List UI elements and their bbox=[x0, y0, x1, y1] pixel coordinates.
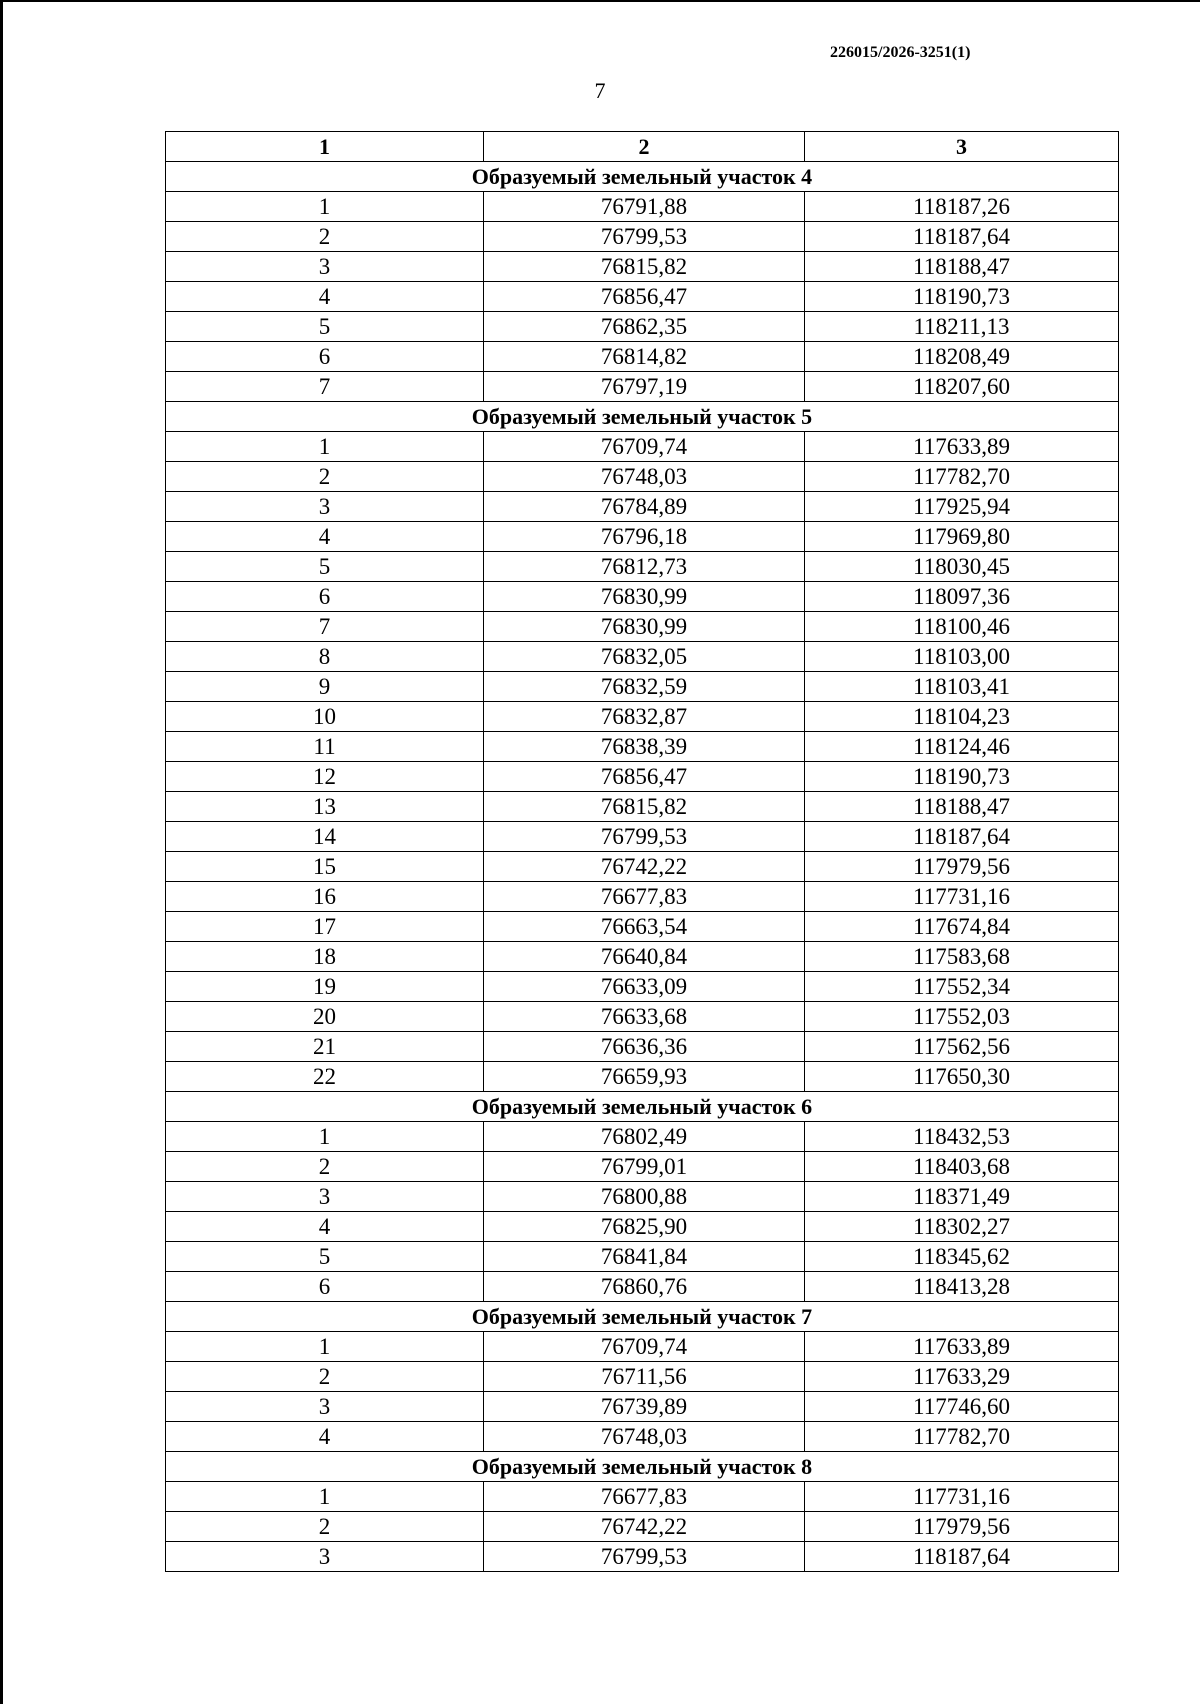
table-row bbox=[166, 672, 1119, 702]
y-coordinate-cell: 118208,49 bbox=[805, 342, 1119, 372]
table-row bbox=[166, 1182, 1119, 1212]
x-coordinate-cell: 76663,54 bbox=[484, 912, 805, 942]
x-coordinate-cell: 76862,35 bbox=[484, 312, 805, 342]
table-row bbox=[166, 432, 1119, 462]
page-number: 7 bbox=[594, 78, 606, 103]
point-number-cell: 12 bbox=[166, 762, 484, 792]
table-header-row bbox=[166, 132, 1119, 162]
point-number-cell: 20 bbox=[166, 1002, 484, 1032]
section-title-row bbox=[166, 1302, 1119, 1332]
document-number: 226015/2026-3251(1) bbox=[830, 44, 971, 61]
x-coordinate-cell: 76633,68 bbox=[484, 1002, 805, 1032]
x-coordinate-cell: 76832,59 bbox=[484, 672, 805, 702]
point-number-cell: 7 bbox=[166, 612, 484, 642]
table-row bbox=[166, 312, 1119, 342]
x-coordinate-cell: 76799,01 bbox=[484, 1152, 805, 1182]
table-row bbox=[166, 1542, 1119, 1572]
y-coordinate-cell: 118103,41 bbox=[805, 672, 1119, 702]
x-coordinate-cell: 76856,47 bbox=[484, 282, 805, 312]
x-coordinate-cell: 76800,88 bbox=[484, 1182, 805, 1212]
x-coordinate-cell: 76677,83 bbox=[484, 882, 805, 912]
table-row bbox=[166, 1242, 1119, 1272]
y-coordinate-cell: 117552,34 bbox=[805, 972, 1119, 1002]
point-number-cell: 7 bbox=[166, 372, 484, 402]
point-number-cell: 6 bbox=[166, 582, 484, 612]
table-row bbox=[166, 552, 1119, 582]
point-number-cell: 21 bbox=[166, 1032, 484, 1062]
section-title: Образуемый земельный участок 4 bbox=[166, 162, 1119, 192]
point-number-cell: 6 bbox=[166, 342, 484, 372]
section-title: Образуемый земельный участок 8 bbox=[166, 1452, 1119, 1482]
section-title: Образуемый земельный участок 5 bbox=[166, 402, 1119, 432]
section-title: Образуемый земельный участок 6 bbox=[166, 1092, 1119, 1122]
point-number-cell: 4 bbox=[166, 282, 484, 312]
x-coordinate-cell: 76860,76 bbox=[484, 1272, 805, 1302]
point-number-cell: 3 bbox=[166, 492, 484, 522]
y-coordinate-cell: 118100,46 bbox=[805, 612, 1119, 642]
table-row bbox=[166, 1482, 1119, 1512]
table-row bbox=[166, 1002, 1119, 1032]
table-row bbox=[166, 462, 1119, 492]
table-row bbox=[166, 282, 1119, 312]
point-number-cell: 19 bbox=[166, 972, 484, 1002]
table-row bbox=[166, 1332, 1119, 1362]
y-coordinate-cell: 117979,56 bbox=[805, 852, 1119, 882]
y-coordinate-cell: 118124,46 bbox=[805, 732, 1119, 762]
section-title-row bbox=[166, 162, 1119, 192]
y-coordinate-cell: 118188,47 bbox=[805, 792, 1119, 822]
x-coordinate-cell: 76832,05 bbox=[484, 642, 805, 672]
x-coordinate-cell: 76832,87 bbox=[484, 702, 805, 732]
table-row bbox=[166, 882, 1119, 912]
y-coordinate-cell: 117746,60 bbox=[805, 1392, 1119, 1422]
table-row bbox=[166, 612, 1119, 642]
table-row bbox=[166, 1272, 1119, 1302]
x-coordinate-cell: 76796,18 bbox=[484, 522, 805, 552]
x-coordinate-cell: 76856,47 bbox=[484, 762, 805, 792]
x-coordinate-cell: 76815,82 bbox=[484, 792, 805, 822]
table-row bbox=[166, 912, 1119, 942]
table-row bbox=[166, 732, 1119, 762]
table-row bbox=[166, 822, 1119, 852]
point-number-cell: 11 bbox=[166, 732, 484, 762]
x-coordinate-cell: 76797,19 bbox=[484, 372, 805, 402]
point-number-cell: 5 bbox=[166, 552, 484, 582]
y-coordinate-cell: 117562,56 bbox=[805, 1032, 1119, 1062]
point-number-cell: 1 bbox=[166, 1482, 484, 1512]
section-title: Образуемый земельный участок 7 bbox=[166, 1302, 1119, 1332]
y-coordinate-cell: 117969,80 bbox=[805, 522, 1119, 552]
y-coordinate-cell: 118104,23 bbox=[805, 702, 1119, 732]
point-number-cell: 18 bbox=[166, 942, 484, 972]
point-number-cell: 17 bbox=[166, 912, 484, 942]
y-coordinate-cell: 118188,47 bbox=[805, 252, 1119, 282]
y-coordinate-cell: 118187,64 bbox=[805, 222, 1119, 252]
point-number-cell: 4 bbox=[166, 1422, 484, 1452]
table-row bbox=[166, 372, 1119, 402]
point-number-cell: 5 bbox=[166, 312, 484, 342]
point-number-cell: 1 bbox=[166, 1122, 484, 1152]
point-number-cell: 6 bbox=[166, 1272, 484, 1302]
section-title-row bbox=[166, 1092, 1119, 1122]
x-coordinate-cell: 76711,56 bbox=[484, 1362, 805, 1392]
point-number-cell: 2 bbox=[166, 222, 484, 252]
y-coordinate-cell: 118207,60 bbox=[805, 372, 1119, 402]
point-number-cell: 2 bbox=[166, 462, 484, 492]
y-coordinate-cell: 118030,45 bbox=[805, 552, 1119, 582]
x-coordinate-cell: 76742,22 bbox=[484, 852, 805, 882]
x-coordinate-cell: 76802,49 bbox=[484, 1122, 805, 1152]
table-row bbox=[166, 222, 1119, 252]
y-coordinate-cell: 118413,28 bbox=[805, 1272, 1119, 1302]
point-number-cell: 2 bbox=[166, 1512, 484, 1542]
x-coordinate-cell: 76739,89 bbox=[484, 1392, 805, 1422]
column-header-3: 3 bbox=[805, 132, 1119, 162]
y-coordinate-cell: 117731,16 bbox=[805, 1482, 1119, 1512]
point-number-cell: 15 bbox=[166, 852, 484, 882]
x-coordinate-cell: 76830,99 bbox=[484, 612, 805, 642]
y-coordinate-cell: 117731,16 bbox=[805, 882, 1119, 912]
table-row bbox=[166, 792, 1119, 822]
point-number-cell: 16 bbox=[166, 882, 484, 912]
table-row bbox=[166, 522, 1119, 552]
y-coordinate-cell: 117925,94 bbox=[805, 492, 1119, 522]
point-number-cell: 3 bbox=[166, 252, 484, 282]
table-row bbox=[166, 582, 1119, 612]
table-row bbox=[166, 1512, 1119, 1542]
table-row bbox=[166, 1362, 1119, 1392]
x-coordinate-cell: 76815,82 bbox=[484, 252, 805, 282]
point-number-cell: 2 bbox=[166, 1362, 484, 1392]
point-number-cell: 4 bbox=[166, 1212, 484, 1242]
y-coordinate-cell: 118103,00 bbox=[805, 642, 1119, 672]
table-row bbox=[166, 1422, 1119, 1452]
scan-edge-left bbox=[0, 0, 3, 1704]
y-coordinate-cell: 118403,68 bbox=[805, 1152, 1119, 1182]
y-coordinate-cell: 117633,89 bbox=[805, 432, 1119, 462]
y-coordinate-cell: 118187,64 bbox=[805, 822, 1119, 852]
x-coordinate-cell: 76799,53 bbox=[484, 222, 805, 252]
table-row bbox=[166, 1392, 1119, 1422]
y-coordinate-cell: 118190,73 bbox=[805, 762, 1119, 792]
table-row bbox=[166, 492, 1119, 522]
point-number-cell: 8 bbox=[166, 642, 484, 672]
x-coordinate-cell: 76633,09 bbox=[484, 972, 805, 1002]
section-title-row bbox=[166, 402, 1119, 432]
y-coordinate-cell: 118211,13 bbox=[805, 312, 1119, 342]
y-coordinate-cell: 117633,89 bbox=[805, 1332, 1119, 1362]
x-coordinate-cell: 76812,73 bbox=[484, 552, 805, 582]
table-row bbox=[166, 642, 1119, 672]
y-coordinate-cell: 118345,62 bbox=[805, 1242, 1119, 1272]
table-row bbox=[166, 252, 1119, 282]
point-number-cell: 1 bbox=[166, 432, 484, 462]
point-number-cell: 3 bbox=[166, 1542, 484, 1572]
y-coordinate-cell: 117674,84 bbox=[805, 912, 1119, 942]
table-row bbox=[166, 1212, 1119, 1242]
x-coordinate-cell: 76709,74 bbox=[484, 1332, 805, 1362]
y-coordinate-cell: 118190,73 bbox=[805, 282, 1119, 312]
x-coordinate-cell: 76677,83 bbox=[484, 1482, 805, 1512]
y-coordinate-cell: 117782,70 bbox=[805, 462, 1119, 492]
x-coordinate-cell: 76784,89 bbox=[484, 492, 805, 522]
x-coordinate-cell: 76640,84 bbox=[484, 942, 805, 972]
x-coordinate-cell: 76799,53 bbox=[484, 822, 805, 852]
table-row bbox=[166, 1062, 1119, 1092]
table-row bbox=[166, 762, 1119, 792]
table-row bbox=[166, 702, 1119, 732]
x-coordinate-cell: 76814,82 bbox=[484, 342, 805, 372]
x-coordinate-cell: 76791,88 bbox=[484, 192, 805, 222]
point-number-cell: 3 bbox=[166, 1182, 484, 1212]
table-row bbox=[166, 852, 1119, 882]
table-row bbox=[166, 1152, 1119, 1182]
x-coordinate-cell: 76799,53 bbox=[484, 1542, 805, 1572]
table-row bbox=[166, 192, 1119, 222]
table-row bbox=[166, 1122, 1119, 1152]
y-coordinate-cell: 117979,56 bbox=[805, 1512, 1119, 1542]
y-coordinate-cell: 118187,64 bbox=[805, 1542, 1119, 1572]
table-row bbox=[166, 342, 1119, 372]
x-coordinate-cell: 76830,99 bbox=[484, 582, 805, 612]
y-coordinate-cell: 117633,29 bbox=[805, 1362, 1119, 1392]
x-coordinate-cell: 76659,93 bbox=[484, 1062, 805, 1092]
point-number-cell: 10 bbox=[166, 702, 484, 732]
point-number-cell: 14 bbox=[166, 822, 484, 852]
x-coordinate-cell: 76825,90 bbox=[484, 1212, 805, 1242]
y-coordinate-cell: 118187,26 bbox=[805, 192, 1119, 222]
x-coordinate-cell: 76838,39 bbox=[484, 732, 805, 762]
point-number-cell: 13 bbox=[166, 792, 484, 822]
table-row bbox=[166, 942, 1119, 972]
y-coordinate-cell: 118432,53 bbox=[805, 1122, 1119, 1152]
point-number-cell: 9 bbox=[166, 672, 484, 702]
point-number-cell: 3 bbox=[166, 1392, 484, 1422]
y-coordinate-cell: 118302,27 bbox=[805, 1212, 1119, 1242]
x-coordinate-cell: 76742,22 bbox=[484, 1512, 805, 1542]
point-number-cell: 1 bbox=[166, 192, 484, 222]
point-number-cell: 4 bbox=[166, 522, 484, 552]
point-number-cell: 5 bbox=[166, 1242, 484, 1272]
x-coordinate-cell: 76709,74 bbox=[484, 432, 805, 462]
x-coordinate-cell: 76841,84 bbox=[484, 1242, 805, 1272]
y-coordinate-cell: 117552,03 bbox=[805, 1002, 1119, 1032]
y-coordinate-cell: 117650,30 bbox=[805, 1062, 1119, 1092]
y-coordinate-cell: 117583,68 bbox=[805, 942, 1119, 972]
y-coordinate-cell: 118097,36 bbox=[805, 582, 1119, 612]
point-number-cell: 22 bbox=[166, 1062, 484, 1092]
coordinates-table bbox=[165, 131, 1119, 1572]
x-coordinate-cell: 76748,03 bbox=[484, 1422, 805, 1452]
x-coordinate-cell: 76636,36 bbox=[484, 1032, 805, 1062]
y-coordinate-cell: 117782,70 bbox=[805, 1422, 1119, 1452]
y-coordinate-cell: 118371,49 bbox=[805, 1182, 1119, 1212]
point-number-cell: 2 bbox=[166, 1152, 484, 1182]
table-row bbox=[166, 972, 1119, 1002]
table-row bbox=[166, 1032, 1119, 1062]
section-title-row bbox=[166, 1452, 1119, 1482]
x-coordinate-cell: 76748,03 bbox=[484, 462, 805, 492]
coordinates-table-body bbox=[166, 132, 1119, 1572]
scan-edge-top bbox=[0, 0, 1200, 2]
point-number-cell: 1 bbox=[166, 1332, 484, 1362]
column-header-1: 1 bbox=[166, 132, 484, 162]
column-header-2: 2 bbox=[484, 132, 805, 162]
